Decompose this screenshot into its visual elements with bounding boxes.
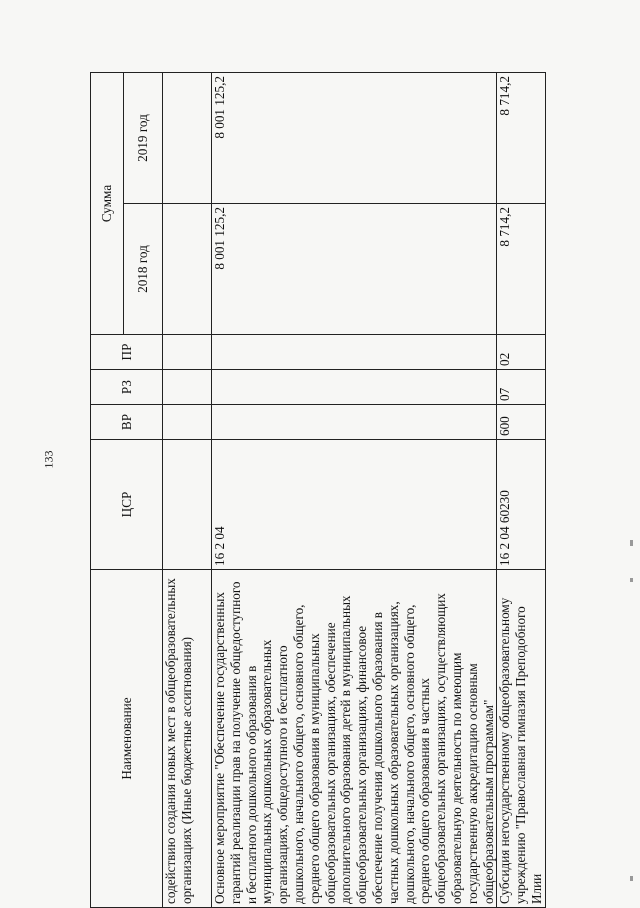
row-pr: [212, 335, 497, 370]
header-rz: РЗ: [91, 370, 163, 405]
row-sum-2018: 8 001 125,2: [212, 204, 497, 335]
row-name: содействию создания новых мест в общеобразовательных организациях (Иные бюджетные ассигнования): [163, 570, 212, 908]
row-sum-2019: 8 714,2: [497, 73, 545, 204]
row-rz: 07: [497, 370, 545, 405]
scan-mark: [630, 578, 633, 582]
row-pr: 02: [497, 335, 545, 370]
row-sum-2019: [163, 73, 212, 204]
row-vr: [212, 405, 497, 440]
scan-mark: [630, 540, 633, 546]
row-vr: [163, 405, 212, 440]
header-sum: Сумма: [91, 73, 124, 335]
budget-table-sheet: [90, 73, 598, 908]
row-csr: [163, 440, 212, 570]
scan-mark: [630, 876, 633, 881]
table-row: [497, 73, 545, 908]
row-rz: [212, 370, 497, 405]
row-name: Субсидия негосударственному общеобразовательному учреждению "Православная гимназия Преподобного Илии: [497, 570, 545, 908]
row-sum-2018: [163, 204, 212, 335]
budget-table: [90, 72, 546, 908]
row-csr: 16 2 04 60230: [497, 440, 545, 570]
header-name: Наименование: [91, 570, 163, 908]
row-name: Основное мероприятие "Обеспечение государственных гарантий реализации прав на получение общедоступного и бесплатного дошкольного образования в муниципальных дошкольных образовательных организациях, общедоступного и бесплатного дошкольного, начального общего, основного общего, среднего общего образования в муниципальных общеобразовательных организациях, обеспечение дополнительного образования детей в муниципальных общеобразовательных организациях, финансовое обеспечение получения дошкольного образования в частных дошкольных образовательных организациях, дошкольного, начального общего, основного общего, среднего общего образования в частных общеобразовательных организациях, осуществляющих образовательную деятельность по имеющим государственную аккредитацию основным общеобразовательным программам": [212, 570, 497, 908]
table-row: [163, 73, 212, 908]
row-sum-2018: 8 714,2: [497, 204, 545, 335]
row-rz: [163, 370, 212, 405]
page-number: 133: [41, 450, 56, 469]
row-csr: 16 2 04: [212, 440, 497, 570]
row-pr: [163, 335, 212, 370]
header-csr: ЦСР: [91, 440, 163, 570]
header-vr: ВР: [91, 405, 163, 440]
header-year-2018: 2018 год: [124, 204, 163, 335]
row-vr: 600: [497, 405, 545, 440]
row-sum-2019: 8 001 125,2: [212, 73, 497, 204]
header-pr: ПР: [91, 335, 163, 370]
table-row: [212, 73, 497, 908]
header-year-2019: 2019 год: [124, 73, 163, 204]
